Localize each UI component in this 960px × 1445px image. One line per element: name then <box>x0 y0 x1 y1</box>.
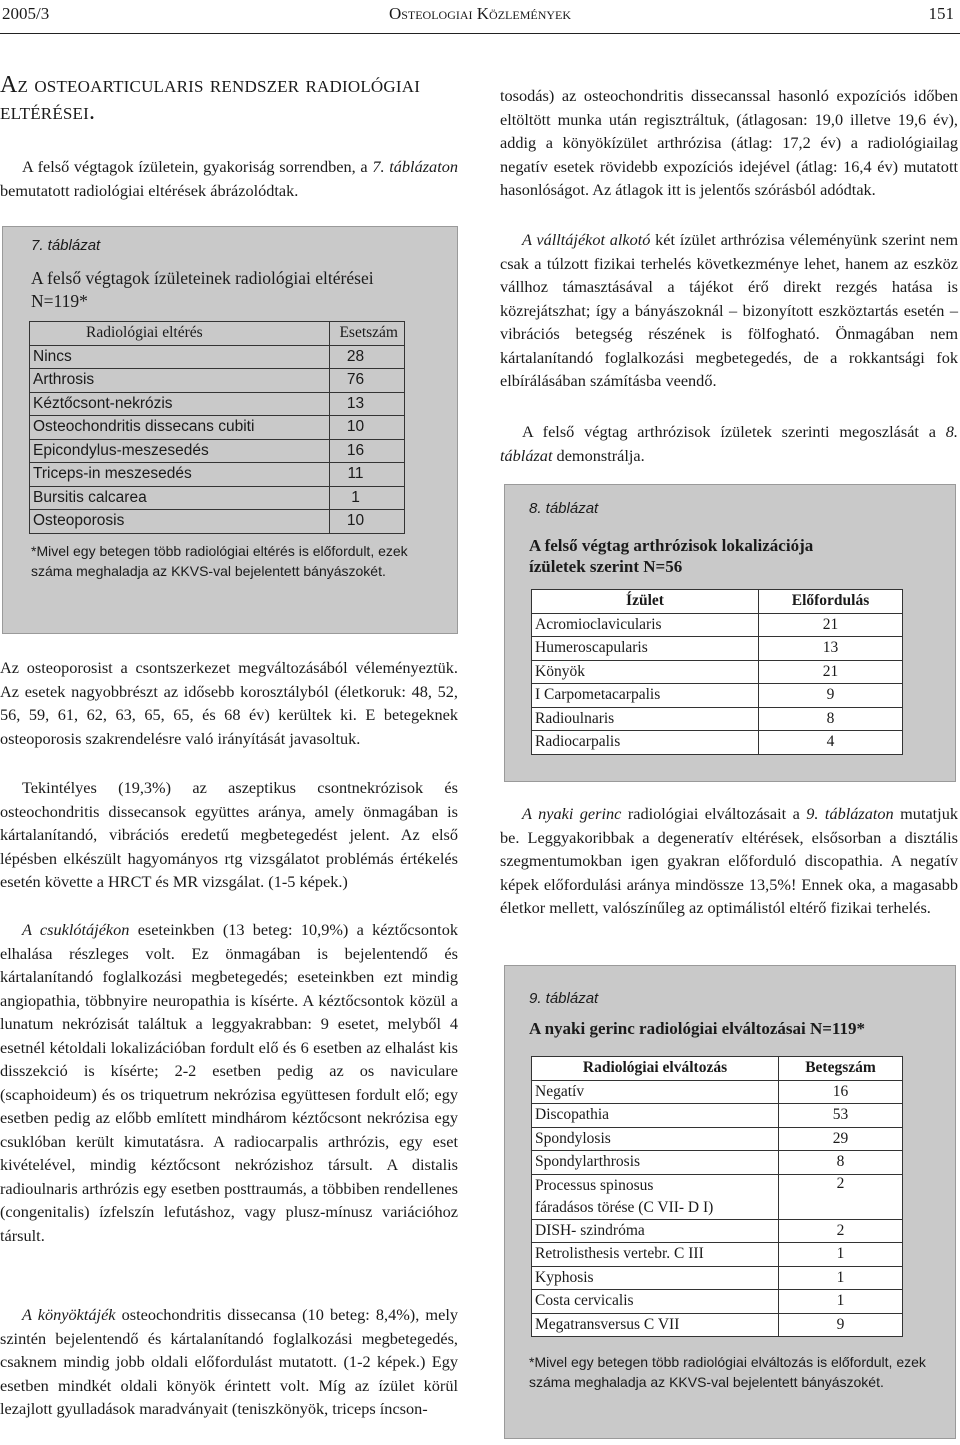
table-cell: 76 <box>330 369 405 393</box>
table-cell: Spondylosis <box>532 1127 779 1151</box>
table-cell: 13 <box>759 637 903 661</box>
table-cell: Epicondylus-meszesedés <box>30 439 330 463</box>
table-cell: 1 <box>779 1243 903 1267</box>
intro-text-end: bemutatott radiológiai eltérések ábrázolódtak. <box>0 180 299 200</box>
table9-footnote: *Mivel egy betegen több radiológiai elváltozás is előfordult, ezek száma meghaladja az KKVS-val bejelentett bányászokét. <box>529 1354 926 1390</box>
paragraph-osteoporosis: Az osteoporosist a csontszerkezet megváltozásából véleményeztük. Az esetek nagyobbrészt az idősebb korosztályból (életkoruk: 48, 52, 56, 59, 61, 62, 63, 65, 65, és 68 év) kerültek ki. E betegeknek osteoporosis szakrendelésre való irányítását javasoltuk. <box>0 658 458 748</box>
table-row <box>532 707 903 731</box>
table-row <box>532 1313 903 1337</box>
table-cell: Kyphosis <box>532 1266 779 1290</box>
cervical-lead: A nyaki gerinc <box>522 804 622 823</box>
table8-col-header: Előfordulás <box>759 590 903 614</box>
table-cell: Arthrosis <box>30 369 330 393</box>
table-cell: 53 <box>779 1104 903 1128</box>
table-cell: Discopathia <box>532 1104 779 1128</box>
shoulder-text: két ízület arthrózisa véleményünk szerint nem csak a túlzott fizikai terhelés következménye lehet, hanem az eszköz vállhoz támasztásával a tájékot érő direkt rezgés hatása is közrejátszhat; így a bányászoknál – bizonyított eszköztartás esetén – vibrációs betegség részének is fölfogható. Önmagában nem kártalanítandó foglalkozási megbetegedés, de a rokkantsági fok elbírálásában számításba veendő. <box>500 230 958 390</box>
table-cell: Acromioclavicularis <box>532 613 759 637</box>
t9ref-link: 9. táblázaton <box>806 804 894 823</box>
table7-col-header: Radiológiai eltérés <box>30 322 330 346</box>
table8-col-header: Ízület <box>532 590 759 614</box>
running-header <box>0 0 960 36</box>
table-cell: 4 <box>759 731 903 755</box>
page-number: 151 <box>928 4 954 23</box>
table9-title: A nyaki gerinc radiológiai elváltozásai N=119* <box>529 1019 865 1038</box>
table-cell: 29 <box>779 1127 903 1151</box>
table-cell: Megatransversus C VII <box>532 1313 779 1337</box>
cell-line: Processus spinosus <box>535 1176 654 1194</box>
table-cell: 10 <box>330 510 405 534</box>
table-cell: Humeroscapularis <box>532 637 759 661</box>
table-row <box>532 1174 903 1219</box>
t8ref-end: demonstrálja. <box>552 445 645 465</box>
table-cell: 1 <box>779 1290 903 1314</box>
paragraph-elbow-cont: tosodás) az osteochondritis dissecanssal hasonló expozíciós időben eltöltött munka után regisztráltuk, (átlagosan: 19,0 illetve 19,6 év), addig a könyökízület arthrózisa (átlag: 17,2 év) a radiológiailag negatív esetek rövidebb expozíciós idejével (átlag: 16,4 év) mutatott hasonlóságot. Az átlagok itt is jelentős szórásból adódtak. <box>500 86 958 199</box>
table8-title-line: ízületek szerint N=56 <box>529 557 683 576</box>
table7-col-header: Esetszám <box>330 322 405 346</box>
table-cell: Retrolisthesis vertebr. C III <box>532 1243 779 1267</box>
cervical-text: mutatjuk be. Leggyakoribbak a degeneratív eltérések, elsősorban a disztális szegmentumokban igen gyakran előforduló discopathia. A negatív képek előfordulási aránya mindössze 13,5%! Ennek oka, a magasabb életkor mellett, valószínűleg az optimálistól eltérő fizikai terhelés. <box>500 804 958 917</box>
intro-paragraph <box>0 155 458 202</box>
intro-text: A felső végtagok ízületein, gyakoriság sorrendben, a <box>22 157 373 176</box>
table-cell: 1 <box>779 1266 903 1290</box>
table9-col-header: Radiológiai elváltozás <box>532 1057 779 1081</box>
table-cell: DISH- szindróma <box>532 1219 779 1243</box>
table-row <box>30 369 405 393</box>
table-cell: Osteoporosis <box>30 510 330 534</box>
table-row <box>532 1080 903 1104</box>
table-cell: 8 <box>779 1151 903 1175</box>
table-row <box>532 637 903 661</box>
table-cell: 16 <box>330 439 405 463</box>
paragraph-table8-ref <box>500 420 958 467</box>
table-cell <box>532 1174 779 1219</box>
table-row <box>532 731 903 755</box>
table-row <box>30 463 405 487</box>
table-cell: Costa cervicalis <box>532 1290 779 1314</box>
table8 <box>531 589 903 755</box>
table-cell: Radiocarpalis <box>532 731 759 755</box>
table-cell: 1 <box>330 486 405 510</box>
table8-title <box>529 535 929 577</box>
table-row <box>30 486 405 510</box>
t8ref-link: 8. táblázat <box>500 422 958 465</box>
table8-box <box>504 484 956 782</box>
journal-name: Osteologiai Közlemények <box>388 4 572 23</box>
table-cell: Bursitis calcarea <box>30 486 330 510</box>
table-cell: 28 <box>330 345 405 369</box>
table-cell: 21 <box>759 613 903 637</box>
table9-label: 9. táblázat <box>529 990 599 1007</box>
table-cell: I Carpometacarpalis <box>532 684 759 708</box>
table9-box <box>504 965 956 1439</box>
paragraph-wrist <box>0 918 458 1247</box>
table-cell: 10 <box>330 416 405 440</box>
section-title: Az osteoarticularis rendszer radiológiai eltérései. <box>0 72 421 125</box>
table-cell: 13 <box>330 392 405 416</box>
table7-header-row <box>30 322 405 346</box>
table-cell: 2 <box>779 1219 903 1243</box>
table-cell: Osteochondritis dissecans cubiti <box>30 416 330 440</box>
paragraph-cervical <box>500 802 958 920</box>
table7 <box>29 321 405 534</box>
table8-label: 8. táblázat <box>529 500 599 517</box>
table-cell: 9 <box>779 1313 903 1337</box>
t8ref-text: A felső végtag arthrózisok ízületek szerinti megoszlását a <box>522 422 946 441</box>
table-cell: 21 <box>759 660 903 684</box>
paragraph-shoulder <box>500 228 958 393</box>
paragraph-elbow <box>0 1303 458 1421</box>
table-row <box>30 510 405 534</box>
table-row <box>532 1151 903 1175</box>
table-cell: Negatív <box>532 1080 779 1104</box>
table-row <box>532 1266 903 1290</box>
elbow-text: osteochondritis dissecansa (10 beteg: 8,4%), mely szintén bejelentendő és kártalanítandó foglalkozási megbetegedés, csaknem mindig jobb oldali előfordulást mutatott. (1-2 képek.) Egy esetben mindkét oldali könyök érintett volt. Míg az ízület körül lezajlott gyulladások maradványait (teniszkönyök, triceps íncson- <box>0 1305 458 1418</box>
table-cell: 16 <box>779 1080 903 1104</box>
table-row <box>30 392 405 416</box>
intro-table-ref: 7. táblázaton <box>372 157 458 176</box>
table-cell: Spondylarthrosis <box>532 1151 779 1175</box>
table8-header-row <box>532 590 903 614</box>
cervical-mid: radiológiai elváltozásait a <box>621 804 807 823</box>
issue-number: 2005/3 <box>2 4 50 23</box>
wrist-lead: A csuklótájékon <box>22 920 130 939</box>
table9-header-row <box>532 1057 903 1081</box>
shoulder-lead: A válltájékot alkotó <box>522 230 651 249</box>
table-cell: Kéztőcsont-nekrózis <box>30 392 330 416</box>
table-row <box>532 1290 903 1314</box>
table-row <box>532 1104 903 1128</box>
table-cell: Nincs <box>30 345 330 369</box>
table9-col-header: Betegszám <box>779 1057 903 1081</box>
table-row <box>532 1127 903 1151</box>
table-cell: 9 <box>759 684 903 708</box>
table-cell: 11 <box>330 463 405 487</box>
table-cell: Könyök <box>532 660 759 684</box>
table-cell: 2 <box>779 1174 903 1219</box>
table7-box <box>2 226 458 634</box>
cell-line: fáradásos törése (C VII- D I) <box>535 1198 714 1216</box>
paragraph-necrosis: Tekintélyes (19,3%) az aszeptikus csontnekrózisok és osteochondritis dissecansok együttes aránya, amely önmagában is kártalanítandó, vibrációs eredetű megbetegedést jelent. Az első lépésben elkészült hagyományos rtg vizsgálatot problémás értékelés esetén követte a HRCT és MR vizsgálat. (1-5 képek.) <box>0 778 458 891</box>
table9 <box>531 1056 903 1337</box>
table-row <box>532 660 903 684</box>
table-row <box>30 439 405 463</box>
table-cell: Triceps-in meszesedés <box>30 463 330 487</box>
table-row <box>532 684 903 708</box>
header-rule <box>0 33 960 34</box>
table7-title-text: A felső végtagok ízületeinek radiológiai eltérései N=119* <box>31 268 374 311</box>
table7-title <box>31 267 431 313</box>
wrist-text: eseteinkben (13 beteg: 10,9%) a kéztőcsontok elhalása részleges volt. Ez önmagában is bejelentendő és kártalanítandó foglalkozási megbetegedés; eseteinkben ezt mindig angiopathia, többnyire neuropathia is kísérte. A kéztőcsontok közül a lunatum nekrózisát találtuk a leggyakrabban: 9 esetet, melyből 4 esetnél kétoldali lokalizációban fordult elő és 6 esetben az elhalást kis disszekció is kísérte; 2-2 esetben pedig az os naviculare (scaphoideum) és os triquetrum nekrózisa együttesen fordult elő; egy esetben pedig az előbb említett mindhárom kéztőcsont nekrózisa egy csuklóban került kimutatásra. A radiocarpalis arthrózis, egy eset kivételével, mindig kéztőcsont nekrózishoz társult. A distalis radioulnaris arthrózis egy esetben posttraumás, a többiben rendellenes (congenitalis) ízfelszín lefutáshoz, vagy plusz-mínusz variációhoz társult. <box>0 920 458 1245</box>
table-row <box>532 1243 903 1267</box>
table-cell: Radioulnaris <box>532 707 759 731</box>
table7-footnote: *Mivel egy betegen több radiológiai eltérés is előfordult, ezek száma meghaladja az KKVS-val bejelentett bányászokét. <box>31 543 408 579</box>
table-cell: 8 <box>759 707 903 731</box>
table-row <box>532 1219 903 1243</box>
table-row <box>30 416 405 440</box>
table8-title-line: A felső végtag arthrózisok lokalizációja <box>529 536 814 555</box>
table7-label: 7. táblázat <box>31 237 101 254</box>
table-row <box>30 345 405 369</box>
elbow-lead: A könyöktájék <box>22 1305 116 1324</box>
table-row <box>532 613 903 637</box>
